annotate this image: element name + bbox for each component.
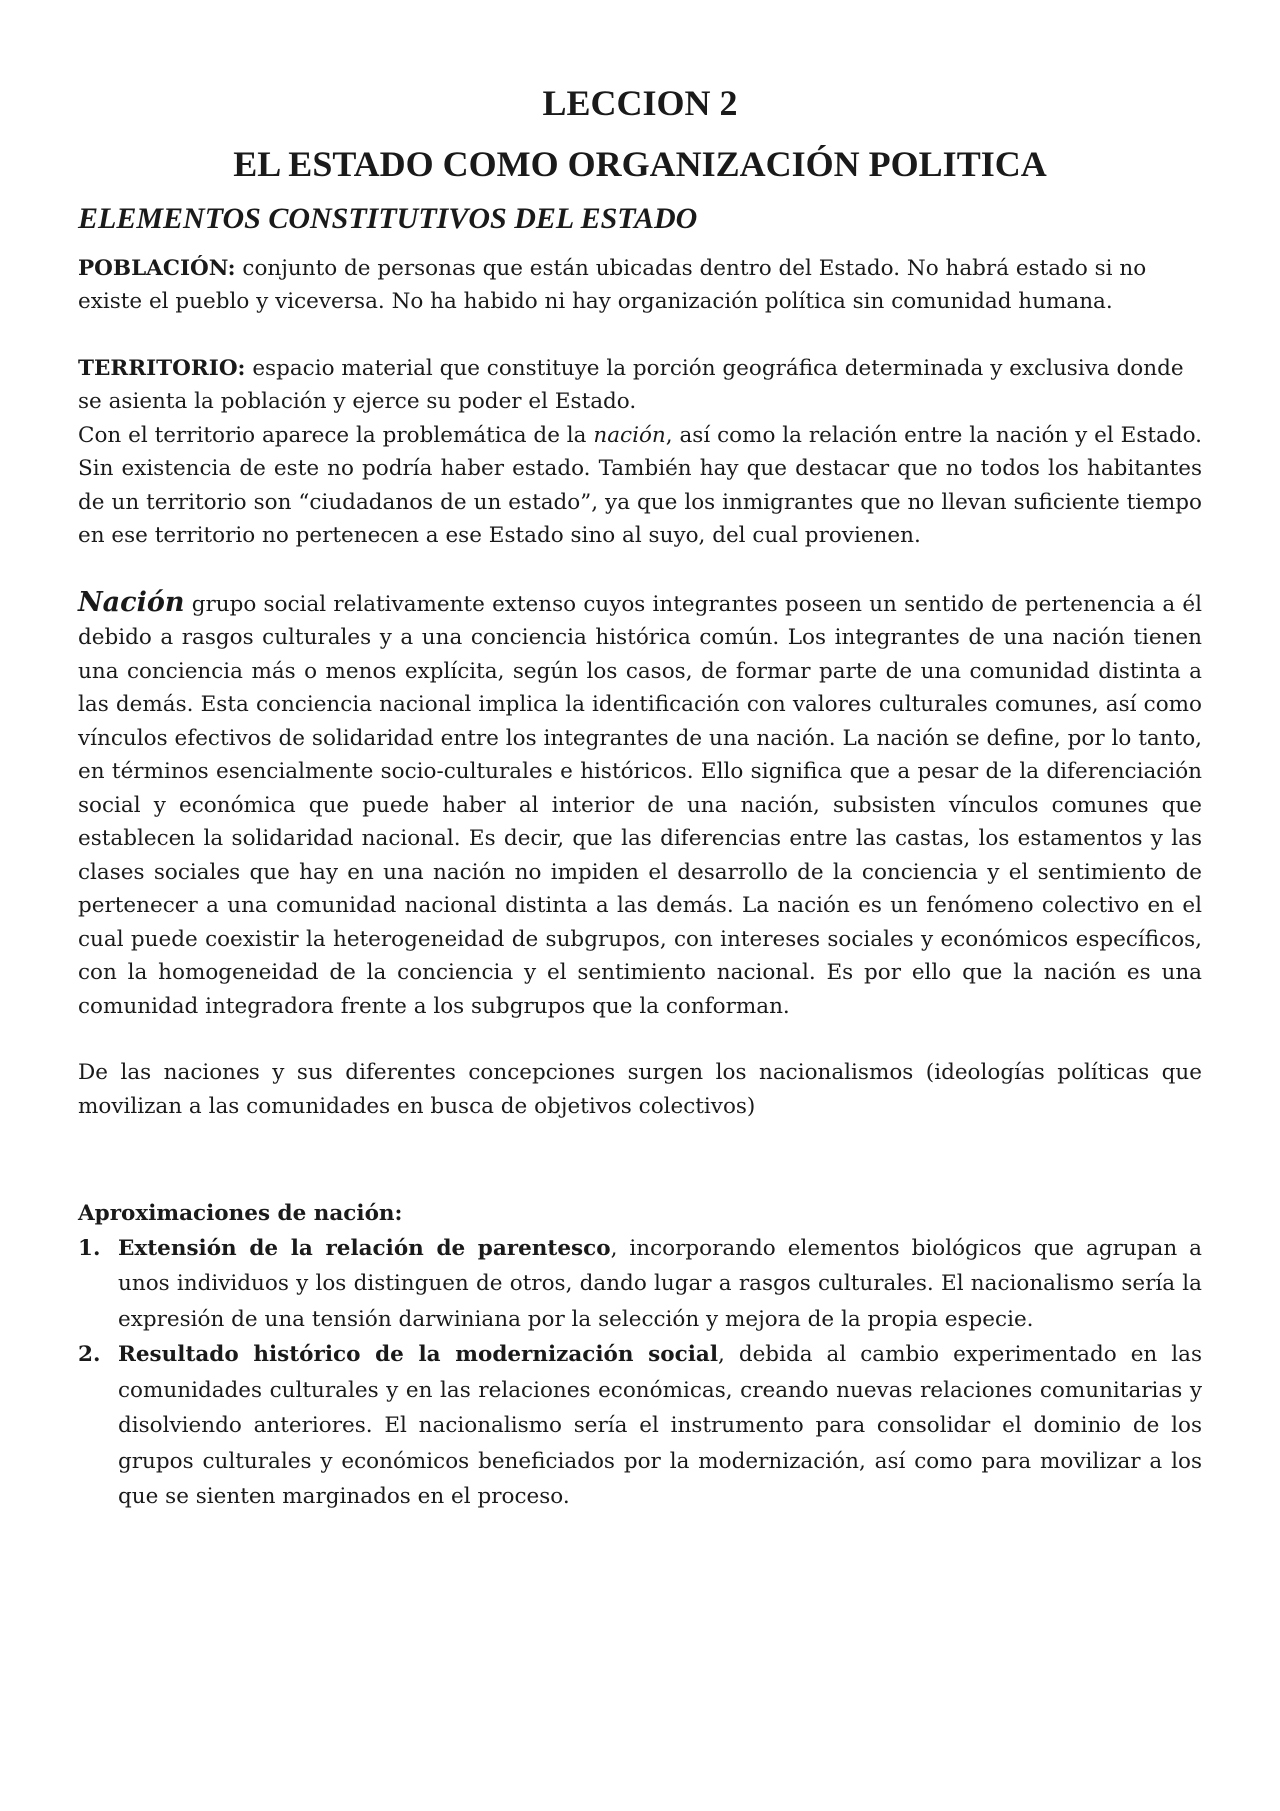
list-item <box>78 1337 1202 1515</box>
aproximaciones-list <box>78 1231 1202 1515</box>
list-item-bold: Resultado histórico de la modernización social <box>118 1342 718 1368</box>
territorio-p2-italic: nación <box>593 422 666 448</box>
nacion-paragraph <box>78 586 1202 1024</box>
territorio-p2-after: , así como la relación entre la nación y el Estado. Sin existencia de este no podría haber estado. También hay que destacar que no todos los habitantes de un territorio son “ciudadanos de un estado”, ya que los inmigrantes que no llevan suficiente tiempo en ese territorio no pertenecen a ese Estado sino al suyo, del cual provienen. <box>78 422 1202 549</box>
nacion-text: grupo social relativamente extenso cuyos integrantes poseen un sentido de pertenencia a él debido a rasgos culturales y a una conciencia histórica común. Los integrantes de una nación tienen una conciencia más o menos explícita, según los casos, de formar parte de una comunidad distinta a las demás. Esta conciencia nacional implica la identificación con valores culturales comunes, así como vínculos efectivos de solidaridad entre los integrantes de una nación. La nación se define, por lo tanto, en términos esencialmente socio-culturales e históricos. Ello significa que a pesar de la diferenciación social y económica que puede haber al interior de una nación, subsisten vínculos comunes que establecen la solidaridad nacional. Es decir, que las diferencias entre las castas, los estamentos y las clases sociales que hay en una nación no impiden el desarrollo de la conciencia y el sentimiento de pertenecer a una comunidad nacional distinta a las demás. La nación es un fenómeno colectivo en el cual puede coexistir la heterogeneidad de subgrupos, con intereses sociales y económicos específicos, con la homogeneidad de la conciencia y el sentimiento nacional. Es por ello que la nación es una comunidad integradora frente a los subgrupos que la conforman. <box>78 591 1202 1019</box>
poblacion-paragraph <box>78 252 1202 319</box>
nacionalismos-paragraph: De las naciones y sus diferentes concepciones surgen los nacionalismos (ideologías políticas que movilizan a las comunidades en busca de objetivos colectivos) <box>78 1060 1202 1119</box>
list-item-bold: Extensión de la relación de parentesco <box>118 1235 611 1261</box>
territorio-nacion-paragraph <box>78 419 1202 553</box>
territorio-text: espacio material que constituye la porción geográfica determinada y exclusiva donde se asienta la población y ejerce su poder el Estado. <box>78 355 1184 415</box>
territorio-p2-before: Con el territorio aparece la problemática de la <box>78 422 594 448</box>
territorio-paragraph <box>78 352 1202 419</box>
list-item-number: 1. <box>78 1235 101 1261</box>
list-item-text: , debida al cambio experimentado en las comunidades culturales y en las relaciones económicas, creando nuevas relaciones comunitarias y disolviendo anteriores. El nacionalismo sería el instrumento para consolidar el dominio de los grupos culturales y económicos beneficiados por la modernización, así como para movilizar a los que se sienten marginados en el proceso. <box>118 1342 1202 1510</box>
list-item <box>78 1231 1202 1338</box>
aproximaciones-heading: Aproximaciones de nación: <box>78 1201 403 1227</box>
poblacion-term: POBLACIÓN: <box>78 255 236 281</box>
nacion-term: Nación <box>78 586 185 618</box>
list-item-text: , incorporando elementos biológicos que agrupan a unos individuos y los distinguen de otros, dando lugar a rasgos culturales. El nacionalismo sería la expresión de una tensión darwiniana por la selección y mejora de la propia especie. <box>118 1235 1202 1332</box>
section-heading: ELEMENTOS CONSTITUTIVOS DEL ESTADO <box>78 202 698 236</box>
list-item-number: 2. <box>78 1342 101 1368</box>
territorio-term: TERRITORIO: <box>78 355 246 381</box>
lesson-title: EL ESTADO COMO ORGANIZACIÓN POLITICA <box>233 144 1047 185</box>
lesson-number: LECCION 2 <box>542 83 738 123</box>
poblacion-text: conjunto de personas que están ubicadas dentro del Estado. No habrá estado si no existe el pueblo y viceversa. No ha habido ni hay organización política sin comunidad humana. <box>78 255 1147 315</box>
